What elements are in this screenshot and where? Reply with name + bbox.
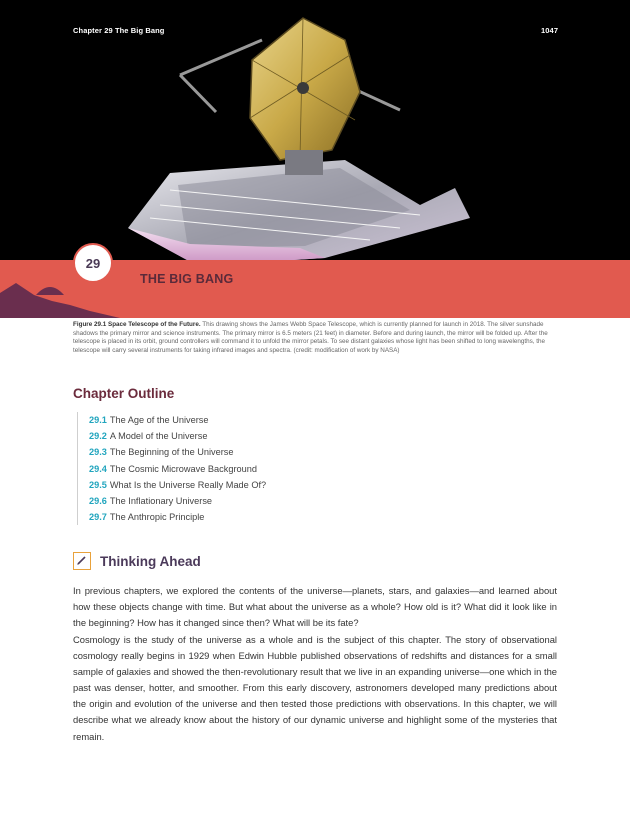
chapter-number-badge: 29 — [73, 243, 113, 283]
body-paragraph: Cosmology is the study of the universe as a whole and is the subject of this chapter. The story of observational cosmology really begins in 1929 when Edwin Hubble published observations of redshifts and distances for a small sample of galaxies and showed the then-revolutionary result that we live in an expanding universe—one which in the past was denser, hotter, and smoother. From this early discovery, astronomers developed many predictions about the origin and evolution of the universe and then tested those predictions with observations. In this chapter, we will describe what we already know about the history of our dynamic universe and highlight some of the mysteries that remain. — [73, 634, 557, 742]
figure-caption-text: This drawing shows the James Webb Space Telescope, which is currently planned for launch in 2018. The silver sunshade shadows the primary mirror and science instruments. The primary mirror is 6.5 meters (21 feet) in diameter. Before and during launch, the mirror will be folded up. After the telescope is placed in its orbit, ground controllers will command it to unfold the mirror petals. To see distant galaxies whose light has been shifted to long wavelengths, the telescope will carry several instruments for taking infrared images and spectra. (credit: modification of work by NASA) — [73, 321, 548, 354]
chapter-outline-title: Chapter Outline — [73, 386, 175, 401]
outline-item[interactable]: 29.6 The Inflationary Universe — [89, 495, 213, 506]
secondary-mirror — [297, 82, 309, 94]
running-head-chapter: Chapter 29 The Big Bang — [73, 26, 165, 35]
page-number: 1047 — [541, 26, 559, 35]
figure-caption-lead: Figure 29.1 Space Telescope of the Future. — [73, 321, 201, 328]
figure-caption — [73, 321, 563, 355]
outline-item[interactable]: 29.7 The Anthropic Principle — [89, 512, 205, 523]
landscape-silhouette-band — [0, 277, 120, 318]
chapter-title: THE BIG BANG — [140, 272, 234, 286]
outline-item[interactable]: 29.2 A Model of the Universe — [89, 431, 208, 442]
chapter-outline-list — [77, 412, 266, 525]
pencil-icon — [73, 552, 91, 570]
body-paragraph: In previous chapters, we explored the contents of the universe—planets, stars, and galaxies—and learned about how these objects change with time. But what about the universe as a whole? How old is it? What did it look like in the beginning? How has it changed since then? What will be its fate? — [73, 585, 557, 629]
outline-item[interactable]: 29.1 The Age of the Universe — [89, 415, 209, 425]
outline-item[interactable]: 29.3 The Beginning of the Universe — [89, 447, 234, 458]
outline-item[interactable]: 29.5 What Is the Universe Really Made Of? — [89, 479, 267, 490]
outline-item[interactable]: 29.4 The Cosmic Microwave Background — [89, 463, 257, 474]
observatory-dome-icon — [36, 287, 64, 295]
thinking-ahead-title: Thinking Ahead — [100, 554, 201, 569]
